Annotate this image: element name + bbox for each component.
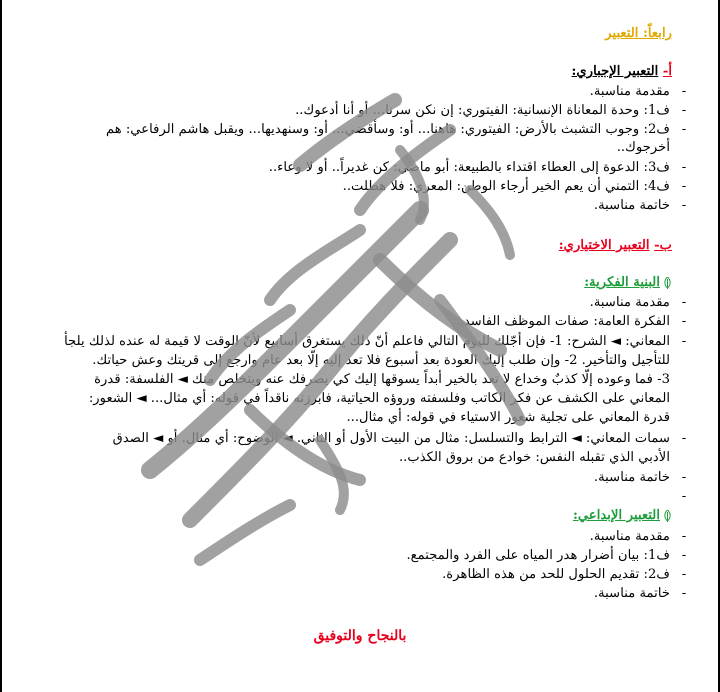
- bullet: -: [681, 431, 687, 446]
- bullet: -: [681, 103, 687, 118]
- bullet: -: [681, 160, 687, 175]
- bullet: -: [681, 548, 687, 563]
- list-item: ف4: التمني أن يعم الخير أرجاء الوطن: المعري: فلا هطلت..: [342, 179, 670, 194]
- leaf-icon: [663, 510, 672, 522]
- section-a-heading: [572, 62, 672, 82]
- list-item: ف1: وحدة المعاناة الإنسانية: الفيتوري: إن نكن سرنا... أو أنا أدعوك..: [295, 103, 670, 118]
- bullet: -: [681, 470, 687, 485]
- list-item-continuation: للتأجيل والتأخير. 2- وإن طلب إليك العودة بعد أسبوع فلا تعد إليه إلّا بعد عام وارجع إلى قريتك وعش حياتك.: [92, 353, 670, 368]
- section-b-heading: [559, 236, 672, 256]
- section-a-title: التعبير الإجباري:: [571, 64, 659, 79]
- section-b-prefix: ب-: [654, 238, 672, 253]
- list-item: مقدمة مناسبة.: [589, 295, 670, 310]
- leaf-icon: [663, 277, 672, 289]
- bullet: -: [681, 295, 687, 310]
- list-item: ف3: الدعوة إلى العطاء اقتداء بالطبيعة: أبو ماضي: كن غديراً.. أو لا وعاء..: [268, 160, 670, 175]
- list-item: ف2: وجوب التشبث بالأرض: الفيتوري: هاهنا... أو: وسأقضي... أو: وسنهديها... ويقبل هاشم الرفاعي: هم: [105, 122, 670, 137]
- creative-title: التعبير الإبداعي:: [572, 508, 660, 523]
- list-item-continuation: 3- فما وعوده إلّا كذبٌ وخداع لا تعد بالخير أبداً يسوقها إليك كي يصرفك عنه ويتخلص منك ◄ الفلسفة: قدرة: [94, 372, 670, 387]
- bullet: -: [681, 586, 687, 601]
- list-item-continuation: قدرة المعاني على تجلية شعور الاستياء في قوله: أي مثال...: [346, 410, 670, 425]
- closing-wish: بالنجاح والتوفيق: [313, 628, 407, 644]
- list-item-continuation: أخرجوك..: [616, 140, 670, 155]
- section-a-prefix: أ-: [662, 64, 672, 79]
- ideas-heading: [584, 273, 672, 293]
- bullet: -: [681, 84, 687, 99]
- list-item: خاتمة مناسبة.: [593, 470, 670, 485]
- list-item-continuation: الأدبي الذي تقبله النفس: خوادع من بروق الكذب..: [398, 450, 670, 465]
- bullet: -: [681, 334, 687, 349]
- section-4-title: رابعاً: التعبير: [605, 26, 672, 41]
- list-item: ف2: تقديم الحلول للحد من هذه الظاهرة.: [442, 567, 670, 582]
- bullet: -: [681, 489, 687, 504]
- list-item: خاتمة مناسبة.: [593, 198, 670, 213]
- list-item: مقدمة مناسبة.: [589, 84, 670, 99]
- bullet: -: [681, 529, 687, 544]
- list-item: سمات المعاني: ◄ الترابط والتسلسل: مثال من البيت الأول أو الثاني. ◄ الوضوح: أي مثال. أو ◄ الصدق: [112, 431, 670, 446]
- section-b-title: التعبير الاختياري:: [558, 238, 650, 253]
- creative-heading: [573, 506, 672, 526]
- bullet: -: [681, 122, 687, 137]
- bullet: -: [681, 198, 687, 213]
- bullet: -: [681, 179, 687, 194]
- bullet: -: [681, 314, 687, 329]
- list-item: المعاني: ◄ الشرح: 1- فإن أجّلك لليوم التالي فاعلم أنّ ذلك يستغرق أسابيع لأنّ الوقت لا قيمة له عنده لذلك يلجأ: [64, 334, 670, 349]
- list-item: الفكرة العامة: صفات الموظف الفاسد.: [459, 314, 670, 329]
- bullet: -: [681, 567, 687, 582]
- list-item: مقدمة مناسبة.: [589, 529, 670, 544]
- ideas-title: البنية الفكرية:: [584, 275, 660, 290]
- list-item: ف1: بيان أضرار هدر المياه على الفرد والمجتمع.: [406, 548, 670, 563]
- list-item: خاتمة مناسبة.: [593, 586, 670, 601]
- list-item-continuation: المعاني على الكشف عن فكر الكاتب وفلسفته وروؤه الحياتية، فابرزته ناقداً في قوله: أي مثال... ◄ الشعور:: [88, 391, 670, 406]
